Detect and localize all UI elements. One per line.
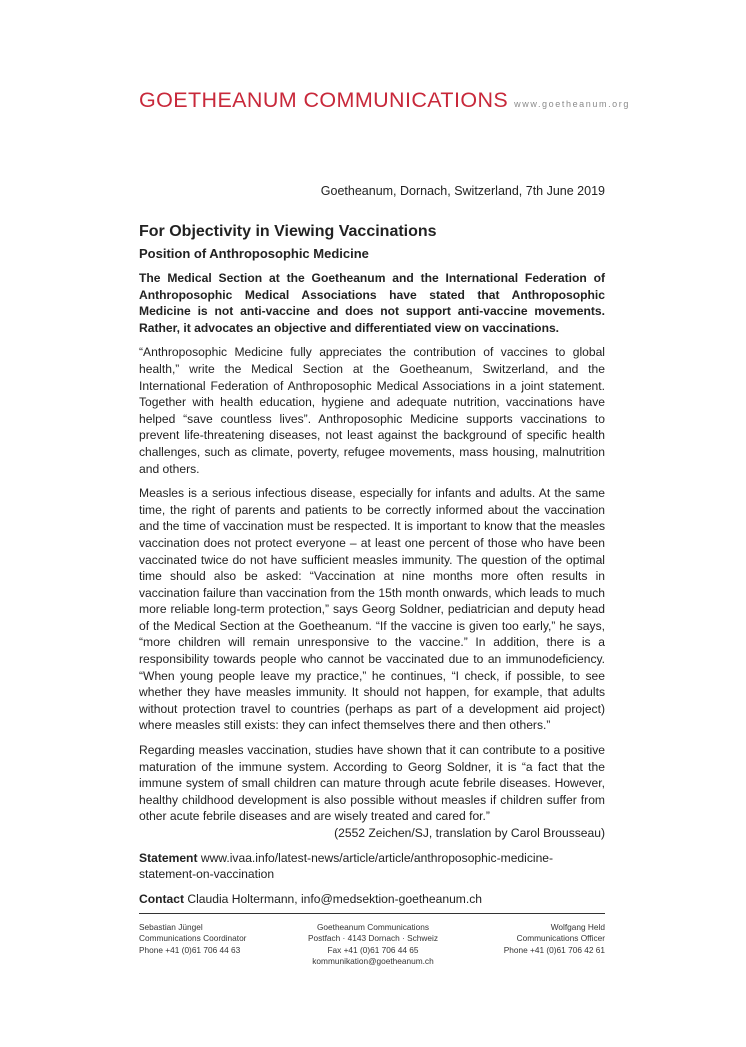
character-count-credit: (2552 Zeichen/SJ, translation by Carol Brousseau) [334, 826, 605, 840]
body-paragraph-1: “Anthroposophic Medicine fully appreciates the contribution of vaccines to global health,” write the Medical Section at the Goetheanum, Switzerland, and the International Federation of Anthroposophic Medical Associations in a joint statement. Together with health education, hygiene and adequate nutrition, vaccinations have helped “save countless lives”. Anthroposophic Medicine supports vaccinations to prevent life-threatening diseases, not least against the background of specific health challenges, such as climate, poverty, refugee movements, mass housing, malnutrition and others. [139, 345, 605, 476]
footer-center-address: Postfach · 4143 Dornach · Schweiz [307, 933, 439, 944]
statement-label: Statement [139, 850, 198, 865]
body-paragraph-2: Measles is a serious infectious disease, especially for infants and adults. At the same time, the right of parents and patients to be correctly informed about the vaccination and the time of vaccination must be respected. It is important to know that the measles vaccination does not protect everyone – at least one percent of those who have been vaccinated twice do not have sufficient measles immunity. The question of the optimal time should also be asked: “Vaccination at nine months more often results in vaccination failure than vaccination from the 15th month onwards, which leads to much more reliable long-term protection,” says Georg Soldner, pediatrician and deputy head of the Medical Section at the Goetheanum. “If the vaccine is given too early,” he says, “more children will remain unresponsive to the vaccine.” In addition, there is a responsibility towards people who cannot be vaccinated due to an immunodeficiency. “When young people leave my practice,” he continues, “I check, if possible, to see whether they have measles immunity. It should not happen, for example, that adults without protection travel to countries (perhaps as part of a development aid project) where measles still exists: they can infect themselves there and then others.” [139, 486, 605, 733]
footer-center-email[interactable]: kommunikation@goetheanum.ch [312, 956, 434, 967]
article-body [139, 222, 605, 907]
contact-details[interactable]: Claudia Holtermann, info@medsektion-goetheanum.ch [187, 891, 483, 906]
footer-contact-right [504, 922, 605, 956]
footer-left-phone: Phone +41 (0)61 706 44 63 [139, 944, 241, 955]
footer-right-phone: Phone +41 (0)61 706 42 61 [503, 944, 605, 955]
footer-contact-left [139, 922, 246, 956]
statement-line [139, 850, 605, 883]
footer-contact-center [280, 922, 466, 968]
body-paragraph-3: Regarding measles vaccination, studies have shown that it can contribute to a positive maturation of the immune system. According to Georg Soldner, it is “a fact that the immune system of small children can mature through acute febrile diseases. However, healthy childhood development is also possible without measles if children suffer from other acute febrile diseases and are wisely treated and cared for.” [139, 743, 605, 824]
statement-link-continued[interactable]: statement-on-vaccination [139, 867, 275, 882]
footer-divider [139, 913, 605, 914]
brand-name: GOETHEANUM COMMUNICATIONS [139, 88, 509, 112]
article-title: For Objectivity in Viewing Vaccinations [139, 223, 437, 240]
statement-link[interactable]: www.ivaa.info/latest-news/article/article/anthroposophic-medicine- [200, 850, 554, 865]
brand-url: www.goetheanum.org [514, 99, 630, 109]
footer-right-role: Communications Officer [516, 933, 605, 944]
dateline: Goetheanum, Dornach, Switzerland, 7th June 2019 [320, 184, 605, 198]
footer-right-name: Wolfgang Held [550, 922, 605, 932]
lead-paragraph: The Medical Section at the Goetheanum and the International Federation of Anthroposophic Medical Associations have stated that Anthroposophic Medicine is not anti-vaccine and does not support anti-vaccine movements. Rather, it advocates an objective and differentiated view on vaccinations. [139, 271, 605, 335]
article-subtitle: Position of Anthroposophic Medicine [139, 246, 369, 261]
footer-center-org: Goetheanum Communications [316, 922, 430, 932]
footer-left-role: Communications Coordinator [139, 933, 247, 944]
footer-center-fax: Fax +41 (0)61 706 44 65 [327, 944, 419, 955]
letterhead [139, 88, 630, 113]
contact-label: Contact [139, 891, 185, 906]
footer-left-name: Sebastian Jüngel [139, 922, 203, 932]
contact-line [139, 891, 605, 908]
